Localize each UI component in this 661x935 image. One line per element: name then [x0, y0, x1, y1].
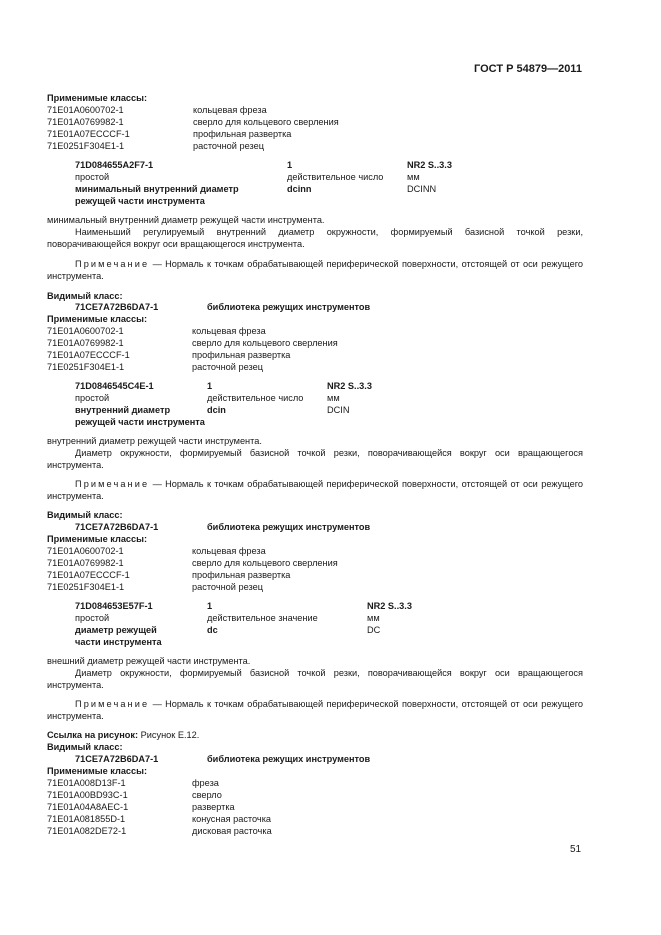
property-abbr: DC [367, 625, 381, 635]
applicable-classes-label: Применимые классы: [47, 314, 148, 324]
class-name: расточной резец [192, 582, 263, 592]
class-name: конусная расточка [192, 814, 272, 824]
class-code: 71E01A081855D-1 [47, 814, 126, 824]
class-code: 71E01A008D13F-1 [47, 778, 126, 788]
property-name: минимальный внутренний диаметр [75, 184, 239, 194]
class-name: сверло для кольцевого сверления [192, 558, 338, 568]
class-name: расточной резец [192, 362, 263, 372]
property-symbol: dcin [207, 405, 226, 415]
note-text: — Нормаль к точкам обрабатывающей периферической поверхности, отстоящей от оси режущего инструмента. [47, 699, 583, 721]
class-name: кольцевая фреза [192, 546, 266, 556]
note-label: Примечание [75, 699, 150, 709]
note-label: Примечание [75, 259, 150, 269]
library-name: библиотека режущих инструментов [207, 754, 371, 764]
description: Наименьший регулируемый внутренний диаметр окружности, формируемый базисной точкой резки, поворачивающейся вокруг оси вращающегося инструмента. [47, 227, 583, 249]
visible-class-label: Видимый класс: [47, 510, 123, 520]
class-code: 71E01A0769982-1 [47, 338, 124, 348]
class-code: 71E0251F304E1-1 [47, 141, 125, 151]
property-abbr: DCIN [327, 405, 350, 415]
property-ref: NR2 S..3.3 [327, 381, 372, 391]
property-version: 1 [287, 160, 293, 170]
property-ref: NR2 S..3.3 [407, 160, 452, 170]
figure-reference [47, 729, 199, 741]
property-version: 1 [207, 601, 213, 611]
property-unit: мм [327, 393, 340, 403]
class-name: профильная развертка [192, 350, 291, 360]
class-name: фреза [192, 778, 219, 788]
class-name: развертка [192, 802, 235, 812]
class-code: 71E0251F304E1-1 [47, 582, 125, 592]
property-name-cont: части инструмента [75, 637, 162, 647]
library-code: 71CE7A72B6DA7-1 [75, 522, 159, 532]
applicable-classes-label: Применимые классы: [47, 93, 148, 103]
library-name: библиотека режущих инструментов [207, 522, 371, 532]
property-symbol: dc [207, 625, 218, 635]
class-name: дисковая расточка [192, 826, 272, 836]
class-name: кольцевая фреза [192, 326, 266, 336]
class-code: 71E01A07ECCCF-1 [47, 570, 130, 580]
property-version: 1 [207, 381, 213, 391]
note [47, 258, 583, 282]
library-name: библиотека режущих инструментов [207, 302, 371, 312]
class-code: 71E01A0600702-1 [47, 105, 124, 115]
applicable-classes-label: Применимые классы: [47, 534, 148, 544]
class-code: 71E01A0600702-1 [47, 326, 124, 336]
figure-reference-label: Ссылка на рисунок: [47, 730, 139, 740]
property-type: простой [75, 172, 110, 182]
class-name: расточной резец [193, 141, 264, 151]
property-datatype: действительное число [207, 393, 304, 403]
class-code: 71E01A04A8AEC-1 [47, 802, 129, 812]
property-unit: мм [407, 172, 420, 182]
class-name: профильная развертка [192, 570, 291, 580]
property-unit: мм [367, 613, 380, 623]
class-code: 71E01A082DE72-1 [47, 826, 127, 836]
property-name: диаметр режущей [75, 625, 157, 635]
property-code: 71D0846545C4E-1 [75, 381, 154, 391]
page-number: 51 [570, 844, 582, 855]
definition: внутренний диаметр режущей части инструмента. [47, 436, 262, 446]
class-code: 71E01A07ECCCF-1 [47, 350, 130, 360]
visible-class-label: Видимый класс: [47, 742, 123, 752]
document-header: ГОСТ Р 54879—2011 [474, 63, 582, 75]
class-name: сверло для кольцевого сверления [193, 117, 339, 127]
definition: минимальный внутренний диаметр режущей части инструмента. [47, 215, 325, 225]
library-code: 71CE7A72B6DA7-1 [75, 302, 159, 312]
note-text: — Нормаль к точкам обрабатывающей периферической поверхности, отстоящей от оси режущего инструмента. [47, 479, 583, 501]
property-code: 71D084655A2F7-1 [75, 160, 154, 170]
property-name: внутренний диаметр [75, 405, 171, 415]
property-type: простой [75, 393, 110, 403]
property-type: простой [75, 613, 110, 623]
figure-reference-value: Рисунок Е.12. [138, 730, 200, 740]
note [47, 698, 583, 722]
class-code: 71E0251F304E1-1 [47, 362, 125, 372]
property-abbr: DCINN [407, 184, 437, 194]
class-name: сверло [192, 790, 222, 800]
property-datatype: действительное число [287, 172, 384, 182]
class-code: 71E01A0769982-1 [47, 558, 124, 568]
definition: внешний диаметр режущей части инструмента. [47, 656, 251, 666]
property-ref: NR2 S..3.3 [367, 601, 412, 611]
class-code: 71E01A0600702-1 [47, 546, 124, 556]
class-code: 71E01A00BD93C-1 [47, 790, 128, 800]
property-symbol: dcinn [287, 184, 312, 194]
property-code: 71D084653E57F-1 [75, 601, 153, 611]
description: Диаметр окружности, формируемый базисной точкой резки, поворачивающейся вокруг оси вращающегося инструмента. [47, 448, 583, 470]
class-name: сверло для кольцевого сверления [192, 338, 338, 348]
description: Диаметр окружности, формируемый базисной точкой резки, поворачивающейся вокруг оси вращающегося инструмента. [47, 668, 583, 690]
property-name-cont: режущей части инструмента [75, 196, 205, 206]
note [47, 478, 583, 502]
property-name-cont: режущей части инструмента [75, 417, 205, 427]
class-code: 71E01A0769982-1 [47, 117, 124, 127]
note-text: — Нормаль к точкам обрабатывающей периферической поверхности, отстоящей от оси режущего инструмента. [47, 259, 583, 281]
visible-class-label: Видимый класс: [47, 291, 123, 301]
property-datatype: действительное значение [207, 613, 318, 623]
class-name: кольцевая фреза [193, 105, 267, 115]
library-code: 71CE7A72B6DA7-1 [75, 754, 159, 764]
class-code: 71E01A07ECCCF-1 [47, 129, 130, 139]
note-label: Примечание [75, 479, 150, 489]
class-name: профильная развертка [193, 129, 292, 139]
applicable-classes-label: Применимые классы: [47, 766, 148, 776]
